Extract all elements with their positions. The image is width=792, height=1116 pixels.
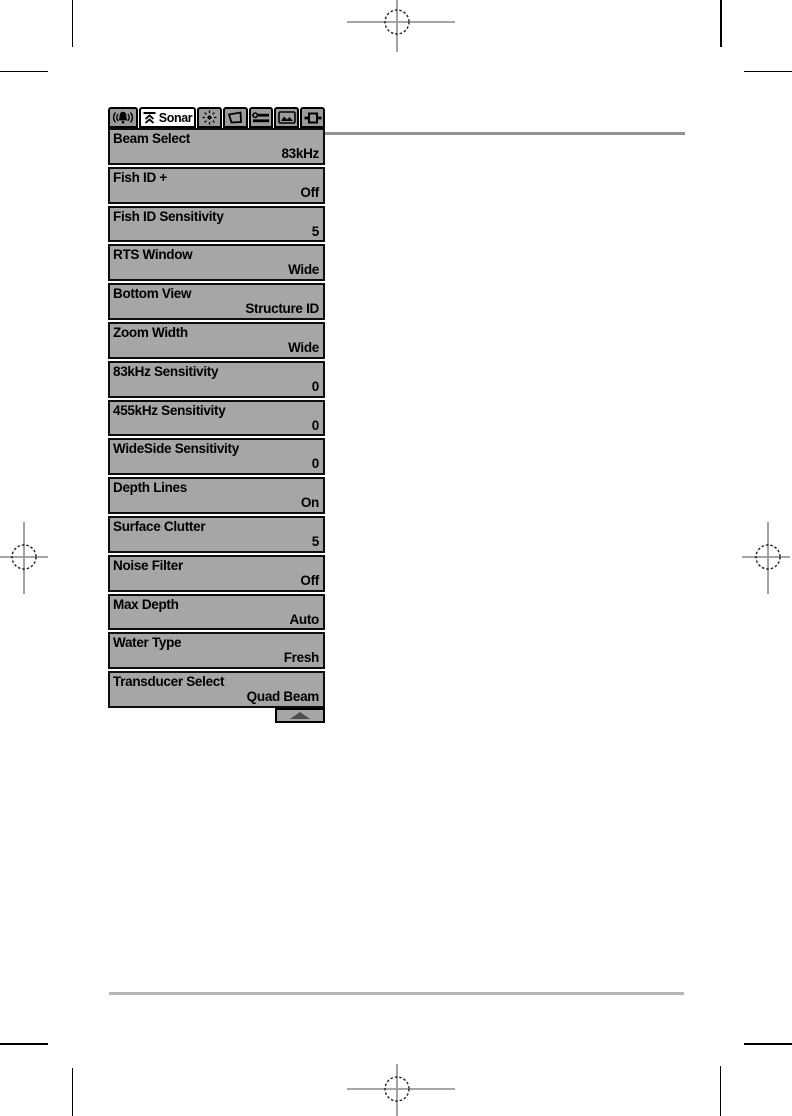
menu-item[interactable] [108,167,325,204]
crop-mark-bottom-left-horizontal [0,1043,48,1045]
menu-item-value: Fresh [283,650,319,666]
menu-item-label: WideSide Sensitivity [113,441,239,457]
up-arrow-icon [290,712,310,719]
menu-item-label: RTS Window [113,247,193,263]
menu-item[interactable] [108,206,325,243]
menu-item-label: Surface Clutter [113,518,206,534]
menu-item[interactable] [108,555,325,592]
menu-item-label: 455kHz Sensitivity [113,402,226,418]
registration-mark-left [0,517,52,599]
landscape-icon [278,111,296,124]
menu-item[interactable] [108,671,325,708]
tab-sonar[interactable] [139,107,196,128]
crop-mark-top-right-vertical [720,0,722,47]
tab-alarms[interactable] [108,107,138,128]
plug-icon [304,112,322,124]
tab-navigation[interactable] [223,107,248,128]
menu-item-label: Beam Select [113,131,190,146]
menu-item-label: Depth Lines [113,480,187,496]
menu-item-label: Fish ID Sensitivity [113,208,224,224]
menu-item[interactable] [108,128,325,165]
menu-tab-bar [108,107,325,128]
menu-item[interactable] [108,361,325,398]
header-rule [324,132,685,136]
menu-item-label: 83kHz Sensitivity [113,363,219,379]
menu-item[interactable] [108,516,325,553]
registration-mark-top [340,0,460,54]
menu-item-value: 5 [311,223,319,239]
menu-item-label: Water Type [113,635,182,651]
menu-item-value: Auto [289,611,319,627]
tab-sonar-label: Sonar [158,110,193,125]
footer-rule [109,992,684,996]
crop-mark-bottom-left-vertical [72,1068,74,1116]
menu-item[interactable] [108,283,325,320]
sonar-menu-panel [108,107,325,708]
menu-item[interactable] [108,400,325,437]
crop-mark-top-right-horizontal [744,71,792,73]
menu-item-label: Fish ID + [113,169,167,185]
menu-item-value: 0 [311,417,319,433]
menu-item-value: On [300,495,319,511]
sun-icon [202,110,217,125]
scroll-up-tab[interactable] [275,708,325,723]
crop-mark-bottom-right-vertical [720,1066,722,1116]
menu-item-value: 0 [311,378,319,394]
menu-item-value: 83kHz [281,146,319,161]
menu-item-label: Noise Filter [113,557,183,573]
menu-item-value: Structure ID [245,301,319,317]
crop-mark-top-left-vertical [72,0,74,47]
polygon-icon [227,111,243,124]
menu-item-value: Wide [288,339,319,355]
menu-item[interactable] [108,477,325,514]
registration-mark-right [740,517,792,599]
crop-mark-top-left-horizontal [0,71,48,73]
menu-item-value: 0 [311,456,319,472]
crop-mark-bottom-right-horizontal [744,1043,792,1045]
menu-item-value: Quad Beam [246,689,319,705]
tools-icon [252,112,270,124]
menu-item[interactable] [108,322,325,359]
tab-views[interactable] [274,107,299,128]
menu-item-label: Max Depth [113,596,179,612]
sonar-beam-icon [143,111,156,124]
menu-item[interactable] [108,594,325,631]
menu-item-value: 5 [311,533,319,549]
menu-item-label: Zoom Width [113,324,188,340]
sonar-menu-list [108,128,325,708]
menu-item[interactable] [108,632,325,669]
menu-item-label: Transducer Select [113,674,225,690]
menu-item-value: Off [300,184,319,200]
registration-mark-bottom [340,1062,460,1116]
alarm-bell-icon [111,110,135,125]
tab-setup[interactable] [249,107,274,128]
menu-item-value: Off [300,572,319,588]
menu-item[interactable] [108,438,325,475]
menu-item[interactable] [108,244,325,281]
tab-accessories[interactable] [300,107,325,128]
tab-light[interactable] [197,107,222,128]
menu-item-value: Wide [288,262,319,278]
menu-item-label: Bottom View [113,286,192,302]
